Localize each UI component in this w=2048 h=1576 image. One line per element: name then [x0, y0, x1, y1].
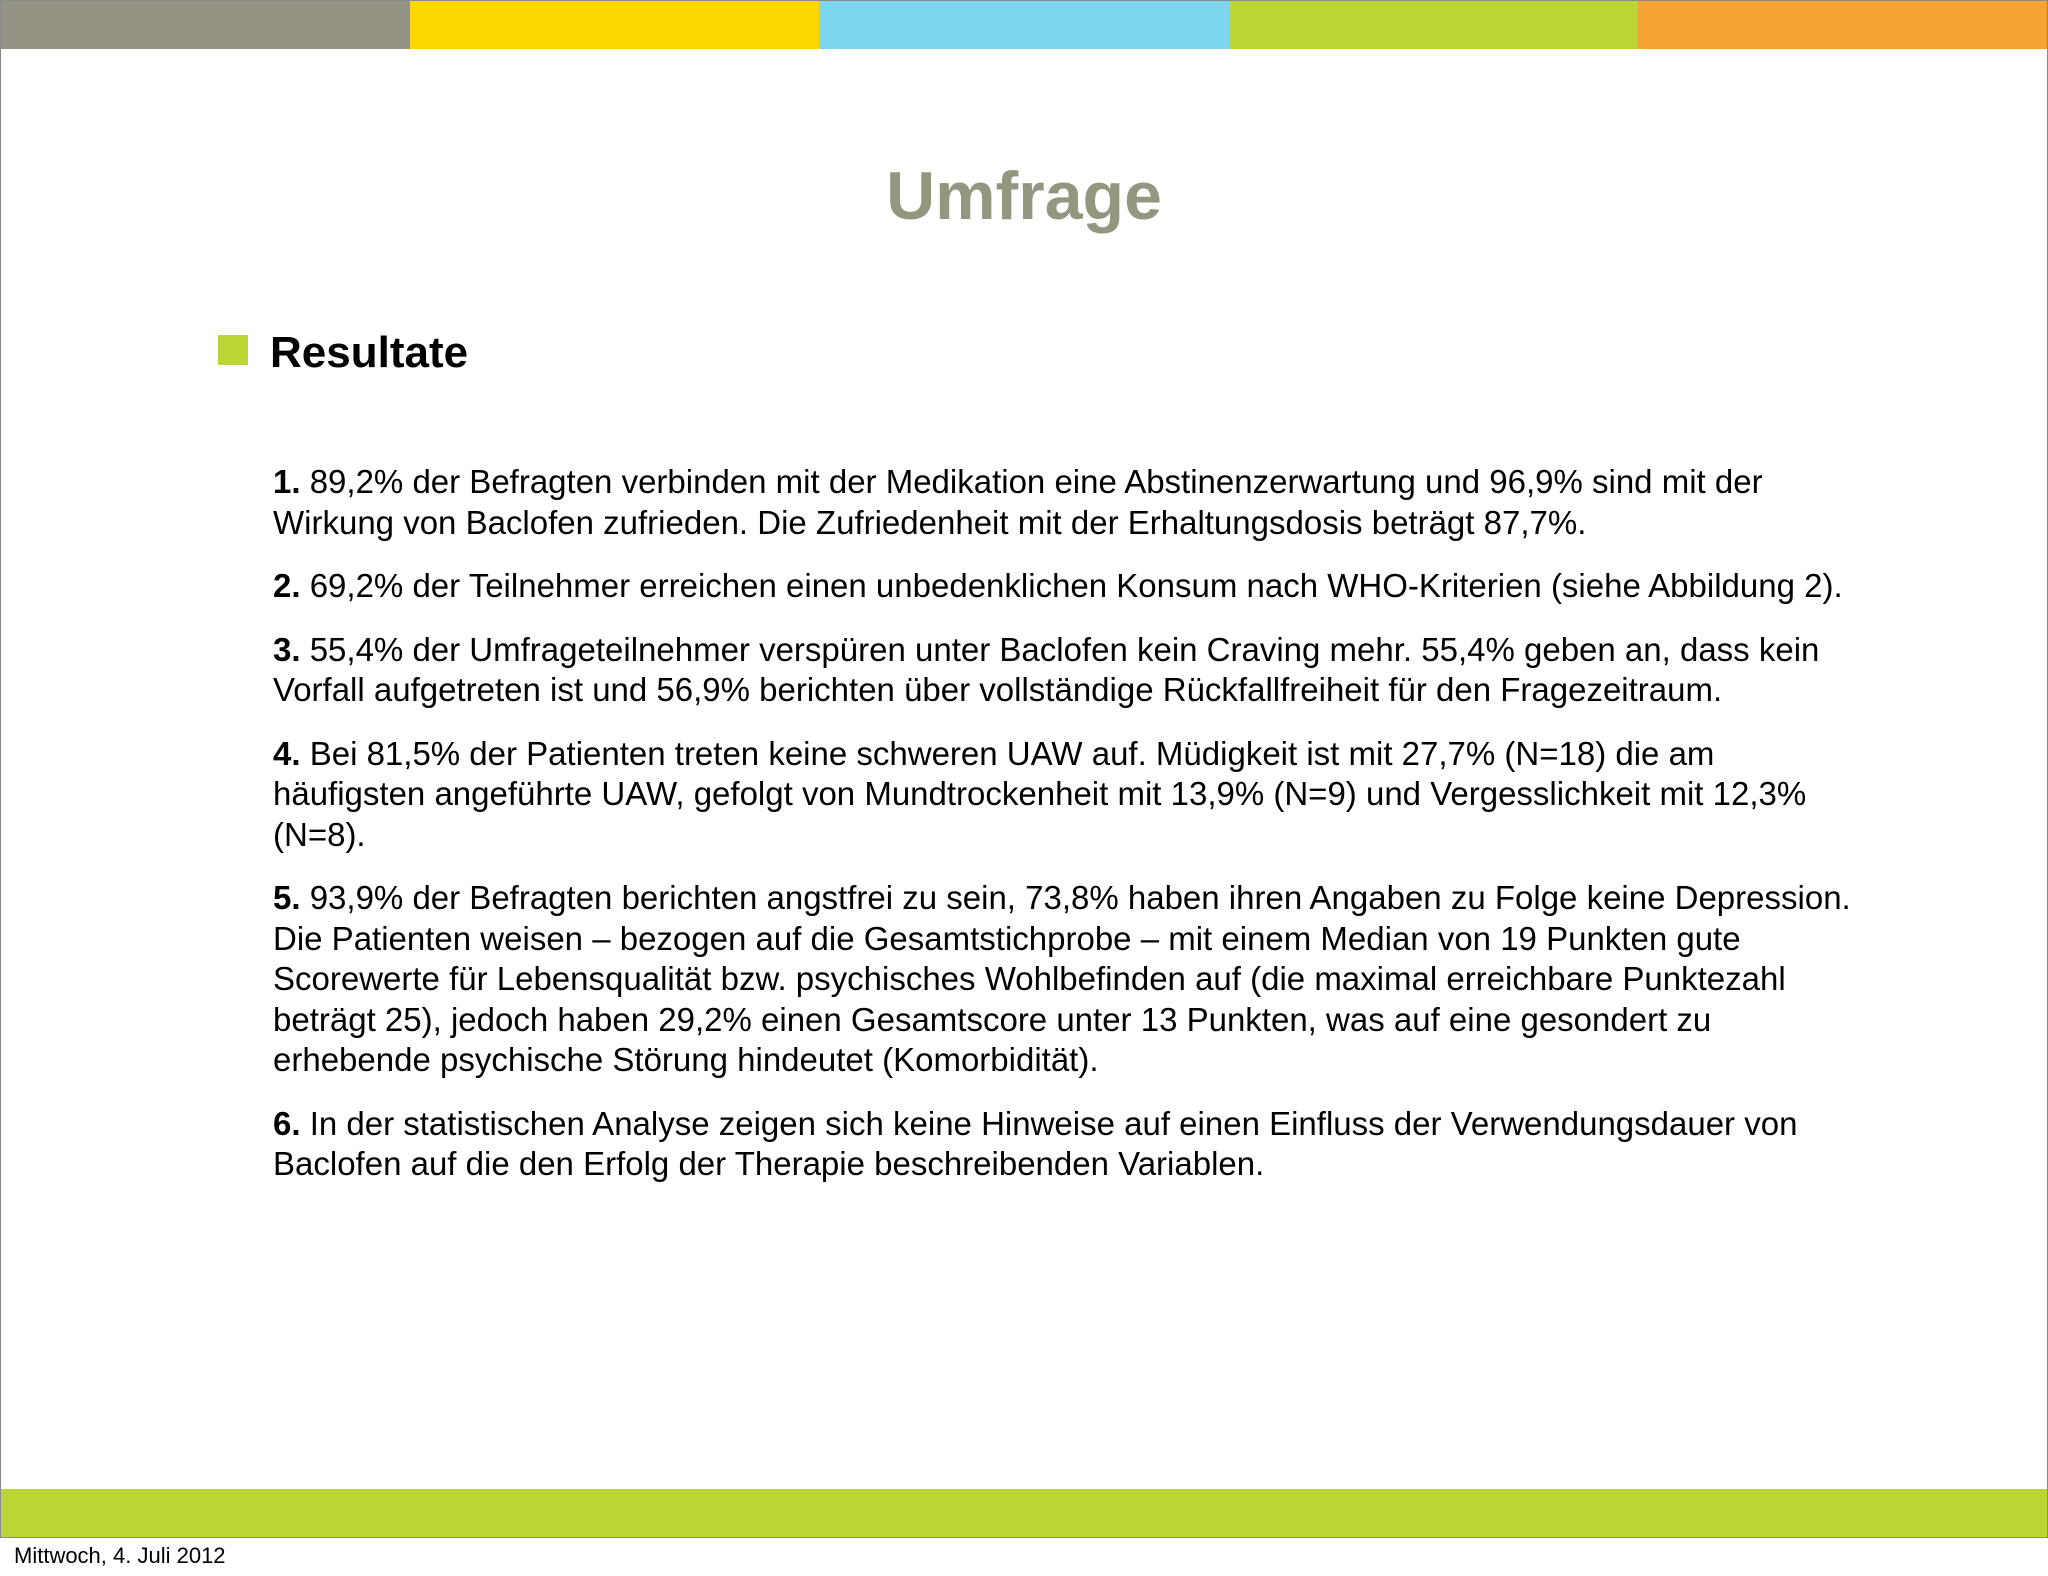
color-segment-gray: [1, 1, 410, 49]
result-item-6: [273, 1104, 1853, 1185]
item-number: 4.: [273, 734, 301, 772]
color-segment-yellow: [410, 1, 819, 49]
color-segment-green: [1229, 1, 1638, 49]
result-item-3: [273, 630, 1853, 711]
color-segment-cyan: [819, 1, 1228, 49]
item-number: 5.: [273, 879, 301, 916]
result-item-1: [273, 462, 1853, 543]
item-text: 55,4% der Umfrageteilnehmer verspüren unter Baclofen kein Craving mehr. 55,4% geben an, dass kein Vorfall aufgetreten ist und 56,9% berichten über vollständige Rückfallfreiheit für den Fragezeitraum.: [273, 630, 1820, 708]
result-item-4: [273, 734, 1853, 856]
item-text: In der statistischen Analyse zeigen sich keine Hinweise auf einen Einfluss der Verwendungsdauer von Baclofen auf die den Erfolg der Therapie beschreibenden Variablen.: [273, 1104, 1798, 1182]
footer-date: Mittwoch, 4. Juli 2012: [14, 1543, 226, 1568]
item-number: 6.: [273, 1104, 301, 1142]
result-item-2: [273, 566, 1853, 607]
item-number: 2.: [273, 567, 301, 604]
slide-title: Umfrage: [886, 158, 1162, 234]
item-text: 93,9% der Befragten berichten angstfrei zu sein, 73,8% haben ihren Angaben zu Folge keine Depression. Die Patienten weisen – bezogen auf die Gesamtstichprobe – mit einem Median von 19 Punkten gute Scorewerte für Lebensqualität bzw. psychisches Wohlbefinden auf (die maximal erreichbare Punktezahl beträgt 25), jedoch haben 29,2% einen Gesamtscore unter 13 Punkten, was auf eine gesondert zu erhebende psychische Störung hindeutet (Komorbidität).: [273, 879, 1851, 1078]
top-color-bar: [1, 1, 2047, 49]
square-bullet-icon: [218, 335, 248, 365]
item-text: 89,2% der Befragten verbinden mit der Medikation eine Abstinenzerwartung und 96,9% sind mit der Wirkung von Baclofen zufrieden. Die Zufriedenheit mit der Erhaltungsdosis beträgt 87,7%.: [273, 463, 1763, 541]
section-header: [218, 323, 468, 383]
item-text: 69,2% der Teilnehmer erreichen einen unbedenklichen Konsum nach WHO-Kriterien (siehe Abbildung 2).: [300, 567, 1843, 604]
footer-color-bar: [1, 1489, 2047, 1537]
item-text: Bei 81,5% der Patienten treten keine schweren UAW auf. Müdigkeit ist mit 27,7% (N=18) die am häufigsten angeführte UAW, gefolgt von Mundtrockenheit mit 13,9% (N=9) und Vergesslichkeit mit 12,3% (N=8).: [273, 734, 1807, 853]
item-number: 1.: [273, 463, 301, 500]
color-segment-orange: [1638, 1, 2047, 49]
results-list: [273, 462, 1853, 1208]
result-item-5: [273, 878, 1853, 1081]
item-number: 3.: [273, 630, 301, 668]
section-title: Resultate: [270, 328, 469, 377]
